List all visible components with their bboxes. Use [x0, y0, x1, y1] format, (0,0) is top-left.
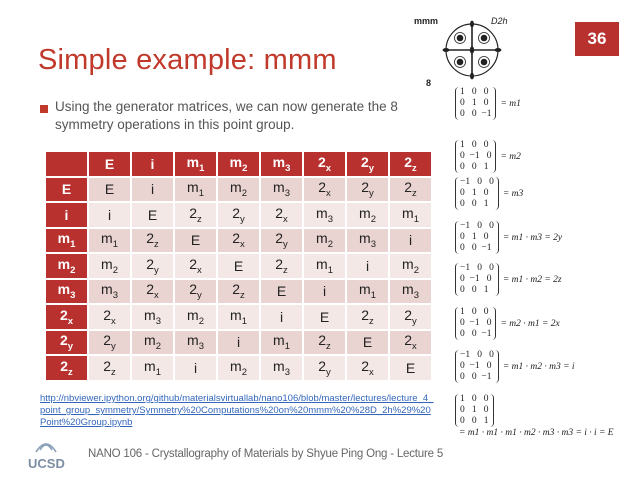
- table-row-header-cell: $m_1$: [46, 229, 87, 253]
- table-cell: $m_3$: [347, 229, 388, 253]
- matrix-result: = m1 · m2 · m3 = i: [502, 361, 575, 372]
- table-row: [46, 229, 431, 253]
- table-cell: $m_1$: [347, 280, 388, 304]
- table-cell: i: [132, 178, 173, 202]
- matrix-row: 0 0 1: [460, 162, 489, 172]
- matrix-result: = m1: [500, 98, 521, 109]
- matrix-row: −1 0 0: [460, 350, 494, 360]
- table-cell: $2_z$: [347, 305, 388, 329]
- table-cell: $m_3$: [261, 178, 302, 202]
- pole-dot: [457, 35, 464, 42]
- twofold-axis-symbol: [470, 21, 474, 28]
- logo-text: UCSD: [28, 456, 65, 471]
- matrix-result: = m1 · m2 = 2z: [502, 274, 562, 285]
- table-cell: i: [218, 331, 259, 355]
- table-cell: $m_2$: [175, 305, 216, 329]
- matrix-row: 0 1 0: [460, 405, 489, 415]
- matrix-bracket: [455, 221, 499, 254]
- table-cell: $2_z$: [261, 254, 302, 278]
- matrix-result: = m2 · m1 = 2x: [500, 318, 560, 329]
- table-cell: $m_3$: [304, 203, 345, 227]
- table-header-cell: E: [89, 152, 130, 176]
- table-cell: $m_1$: [261, 331, 302, 355]
- twofold-axis-symbol: [470, 46, 474, 53]
- table-corner-cell: [46, 152, 87, 176]
- matrix-row: 0 −1 0: [460, 151, 492, 161]
- twofold-axis-symbol: [470, 73, 474, 80]
- table-cell: i: [175, 356, 216, 380]
- table-row-header-cell: $2_x$: [46, 305, 87, 329]
- matrix-result: = m2: [500, 151, 521, 162]
- diagram-label-count: 8: [426, 78, 432, 88]
- matrix-row: 0 1 0: [460, 98, 489, 108]
- table-cell: $2_y$: [304, 356, 345, 380]
- pole-dot: [481, 59, 488, 66]
- table-cell: $2_y$: [132, 254, 173, 278]
- diagram-label-top: mmm: [414, 16, 439, 26]
- table-cell: E: [175, 229, 216, 253]
- matrix-result: = m3: [502, 188, 524, 199]
- matrix-row: 0 0 −1: [460, 109, 492, 119]
- table-cell: $2_x$: [347, 356, 388, 380]
- table-row-header-cell: $m_2$: [46, 254, 87, 278]
- matrix-row: 0 −1 0: [460, 318, 492, 328]
- bullet-marker: [40, 105, 48, 113]
- matrix-bracket: [455, 350, 499, 383]
- matrix-row: 0 −1 0: [460, 361, 492, 371]
- matrix-row: 0 0 −1: [460, 329, 492, 339]
- group-multiplication-table: [44, 150, 433, 382]
- matrix-bracket: [455, 263, 499, 296]
- table-cell: $m_3$: [261, 356, 302, 380]
- table-cell: $2_z$: [218, 280, 259, 304]
- table-row: [46, 356, 431, 380]
- table-row: [46, 305, 431, 329]
- matrix-row: 1 0 0: [460, 140, 489, 150]
- table-header-cell: $m_3$: [261, 152, 302, 176]
- matrix-row: −1 0 0: [460, 263, 494, 273]
- table-row: [46, 254, 431, 278]
- table-cell: $2_x$: [218, 229, 259, 253]
- table-row: [46, 331, 431, 355]
- page-number-badge: 36: [575, 22, 619, 56]
- table-cell: $m_3$: [175, 331, 216, 355]
- table-cell: $2_x$: [89, 305, 130, 329]
- table-cell: i: [304, 280, 345, 304]
- table-cell: i: [89, 203, 130, 227]
- matrix-result: = m1 · m3 = 2y: [502, 232, 563, 243]
- matrix-equation: [455, 140, 521, 173]
- table-cell: i: [390, 229, 431, 253]
- matrix-row: 0 0 −1: [460, 243, 492, 253]
- table-cell: $2_y$: [261, 229, 302, 253]
- table-cell: $m_3$: [132, 305, 173, 329]
- table-cell: $2_x$: [390, 331, 431, 355]
- table-cell: $m_2$: [304, 229, 345, 253]
- slide-title: Simple example: mmm: [38, 44, 337, 76]
- matrix-row: 0 0 1: [460, 285, 489, 295]
- table-cell: $2_z$: [175, 203, 216, 227]
- notebook-link[interactable]: http://nbviewer.ipython.org/github/materialsvirtuallab/nano106/blob/master/lectures/lecture_4_point_group_symmetry/Symmetry%20Computations%20on%20mmm%20%28D_2h%29%20Point%20Group.ipynb: [40, 393, 434, 428]
- table-cell: i: [347, 254, 388, 278]
- matrix-row: −1 0 0: [460, 177, 494, 187]
- table-row: [46, 178, 431, 202]
- table-cell: $m_1$: [175, 178, 216, 202]
- table-cell: i: [261, 305, 302, 329]
- table-cell: $2_z$: [132, 229, 173, 253]
- table-cell: $m_3$: [390, 280, 431, 304]
- twofold-axis-symbol: [443, 48, 450, 52]
- matrix-bracket: [455, 140, 496, 173]
- table-cell: $m_1$: [89, 229, 130, 253]
- matrix-row: 1 0 0: [460, 394, 489, 404]
- bullet-text: Using the generator matrices, we can now generate the 8 symmetry operations in this point group.: [55, 99, 398, 132]
- table-cell: $2_y$: [89, 331, 130, 355]
- table-cell: $m_2$: [89, 254, 130, 278]
- table-cell: $m_2$: [132, 331, 173, 355]
- matrix-row: 0 −1 0: [460, 274, 492, 284]
- matrix-row: 0 1 0: [460, 232, 489, 242]
- table-cell: $m_2$: [218, 356, 259, 380]
- table-header-cell: $m_1$: [175, 152, 216, 176]
- matrix-row: −1 0 0: [460, 221, 494, 231]
- pole-dot: [481, 35, 488, 42]
- matrix-equation: [455, 177, 523, 210]
- table-cell: $2_z$: [390, 178, 431, 202]
- matrix-row: 0 0 1: [460, 416, 489, 426]
- table-cell: $m_3$: [89, 280, 130, 304]
- table-cell: $2_x$: [261, 203, 302, 227]
- table-cell: E: [390, 356, 431, 380]
- table-row-header-cell: i: [46, 203, 87, 227]
- matrix-result: = m1 · m1 · m1 · m2 · m3 · m3 = i · i = E: [459, 427, 614, 438]
- table-cell: $2_y$: [390, 305, 431, 329]
- table-cell: $2_y$: [175, 280, 216, 304]
- table-header-cell: $2_y$: [347, 152, 388, 176]
- stereographic-projection-diagram: [414, 10, 564, 95]
- matrix-bracket: [455, 394, 494, 427]
- matrix-bracket: [455, 307, 496, 340]
- table-row-header-cell: $2_y$: [46, 331, 87, 355]
- table-cell: E: [89, 178, 130, 202]
- table-cell: $m_2$: [218, 178, 259, 202]
- matrix-bracket: [455, 177, 499, 210]
- table-cell: E: [347, 331, 388, 355]
- table-cell: E: [132, 203, 173, 227]
- table-cell: $2_x$: [304, 178, 345, 202]
- table-cell: $m_2$: [347, 203, 388, 227]
- table-cell: $m_1$: [390, 203, 431, 227]
- table-cell: E: [261, 280, 302, 304]
- table-header-cell: $2_x$: [304, 152, 345, 176]
- table-cell: E: [218, 254, 259, 278]
- matrix-row: 1 0 0: [460, 307, 489, 317]
- table-row-header-cell: $2_z$: [46, 356, 87, 380]
- matrix-equation: [455, 350, 575, 383]
- table-header-cell: $2_z$: [390, 152, 431, 176]
- diagram-label-symbol: D2h: [491, 16, 508, 26]
- table-cell: $2_y$: [218, 203, 259, 227]
- table-header-row: [46, 152, 431, 176]
- matrix-equation: [455, 307, 560, 340]
- matrix-equation: [455, 221, 562, 254]
- table-cell: $2_x$: [175, 254, 216, 278]
- matrix-bracket: [455, 87, 496, 120]
- matrix-equation: [455, 87, 521, 120]
- table-cell: $2_z$: [89, 356, 130, 380]
- slide-footer: NANO 106 - Crystallography of Materials by Shyue Ping Ong - Lecture 5: [88, 448, 444, 460]
- matrix-row: 0 0 −1: [460, 372, 492, 382]
- table-row: [46, 280, 431, 304]
- ucsd-logo: [14, 438, 78, 477]
- table-cell: $m_1$: [304, 254, 345, 278]
- table-cell: $m_1$: [218, 305, 259, 329]
- table-header-cell: i: [132, 152, 173, 176]
- twofold-axis-symbol: [495, 48, 502, 52]
- matrix-equation: [455, 263, 562, 296]
- pole-dot: [457, 59, 464, 66]
- table-row-header-cell: $m_3$: [46, 280, 87, 304]
- matrix-row: 1 0 0: [460, 87, 489, 97]
- matrix-row: 0 1 0: [460, 188, 489, 198]
- table-cell: E: [304, 305, 345, 329]
- table-row: [46, 203, 431, 227]
- table-cell: $m_1$: [132, 356, 173, 380]
- table-cell: $m_2$: [390, 254, 431, 278]
- table-cell: $2_y$: [347, 178, 388, 202]
- table-row-header-cell: E: [46, 178, 87, 202]
- table-cell: $2_z$: [304, 331, 345, 355]
- table-cell: $2_x$: [132, 280, 173, 304]
- table-header-cell: $m_2$: [218, 152, 259, 176]
- matrix-equation: [455, 394, 638, 438]
- matrix-row: 0 0 1: [460, 199, 489, 209]
